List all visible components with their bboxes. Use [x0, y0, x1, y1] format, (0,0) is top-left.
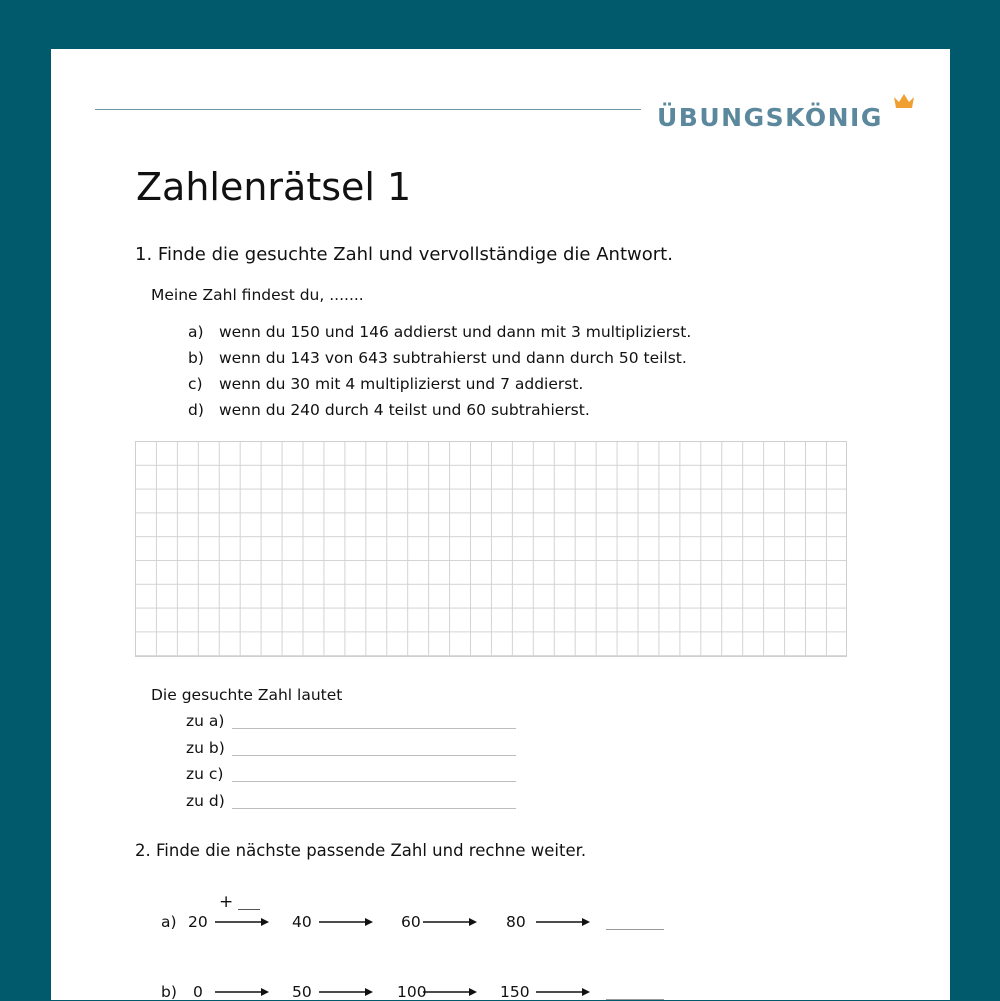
answer-row [186, 792, 225, 810]
answer-label: zu c) [186, 765, 224, 783]
task1-intro: Meine Zahl findest du, ....... [151, 286, 364, 304]
condition-text: wenn du 143 von 643 subtrahierst und dann durch 50 teilst. [218, 349, 687, 367]
sequence-number: 150 [500, 983, 530, 1001]
answer-label: zu a) [186, 712, 225, 730]
arrow-right-icon [319, 917, 373, 927]
arrow-right-icon [423, 917, 477, 927]
condition-text: wenn du 150 und 146 addierst und dann mit 3 multiplizierst. [218, 323, 692, 341]
answer-blank[interactable] [232, 755, 516, 756]
answer-blank[interactable] [232, 808, 516, 809]
answer-row [186, 739, 225, 757]
brand-logo-text: ÜBUNGSKÖNIG [657, 103, 883, 132]
condition-label: a) [188, 323, 204, 341]
crown-icon [893, 93, 915, 109]
arrow-right-icon [536, 917, 590, 927]
answer-intro: Die gesuchte Zahl lautet [151, 686, 343, 704]
answer-label: zu b) [186, 739, 225, 757]
condition-label: b) [188, 349, 204, 367]
operator-hint: + [219, 892, 234, 912]
operator-blank[interactable] [238, 909, 260, 910]
condition-item [188, 375, 583, 393]
header-rule [95, 109, 641, 110]
answer-row [186, 712, 224, 730]
arrow-right-icon [536, 987, 590, 997]
condition-label: d) [188, 401, 204, 419]
arrow-right-icon [423, 987, 477, 997]
sequence-label: a) [161, 913, 177, 931]
calculation-grid[interactable] [135, 441, 847, 657]
sequence-number: 60 [401, 913, 421, 931]
answer-blank[interactable] [232, 728, 516, 729]
sequence-number: 80 [506, 913, 526, 931]
sequence-number: 50 [292, 983, 312, 1001]
answer-blank[interactable] [232, 781, 516, 782]
condition-item [188, 401, 590, 419]
arrow-right-icon [319, 987, 373, 997]
answer-label: zu d) [186, 792, 225, 810]
sequence-number: 100 [397, 983, 427, 1001]
worksheet-page [51, 49, 950, 1000]
sequence-number: 20 [188, 913, 208, 931]
sequence-number: 40 [292, 913, 312, 931]
arrow-right-icon [215, 917, 269, 927]
condition-item [188, 323, 691, 341]
condition-text: wenn du 240 durch 4 teilst und 60 subtrahierst. [218, 401, 590, 419]
sequence-number: 0 [193, 983, 203, 1001]
sequence-answer-blank[interactable] [606, 929, 664, 930]
condition-label: c) [188, 375, 203, 393]
answer-row [186, 765, 223, 783]
sequence-label: b) [161, 983, 177, 1001]
task1-heading: 1. Finde die gesuchte Zahl und vervollständige die Antwort. [135, 244, 673, 265]
task2-heading: 2. Finde die nächste passende Zahl und rechne weiter. [135, 841, 587, 860]
condition-text: wenn du 30 mit 4 multiplizierst und 7 addierst. [218, 375, 584, 393]
condition-item [188, 349, 687, 367]
arrow-right-icon [215, 987, 269, 997]
page-title: Zahlenrätsel 1 [136, 165, 412, 209]
